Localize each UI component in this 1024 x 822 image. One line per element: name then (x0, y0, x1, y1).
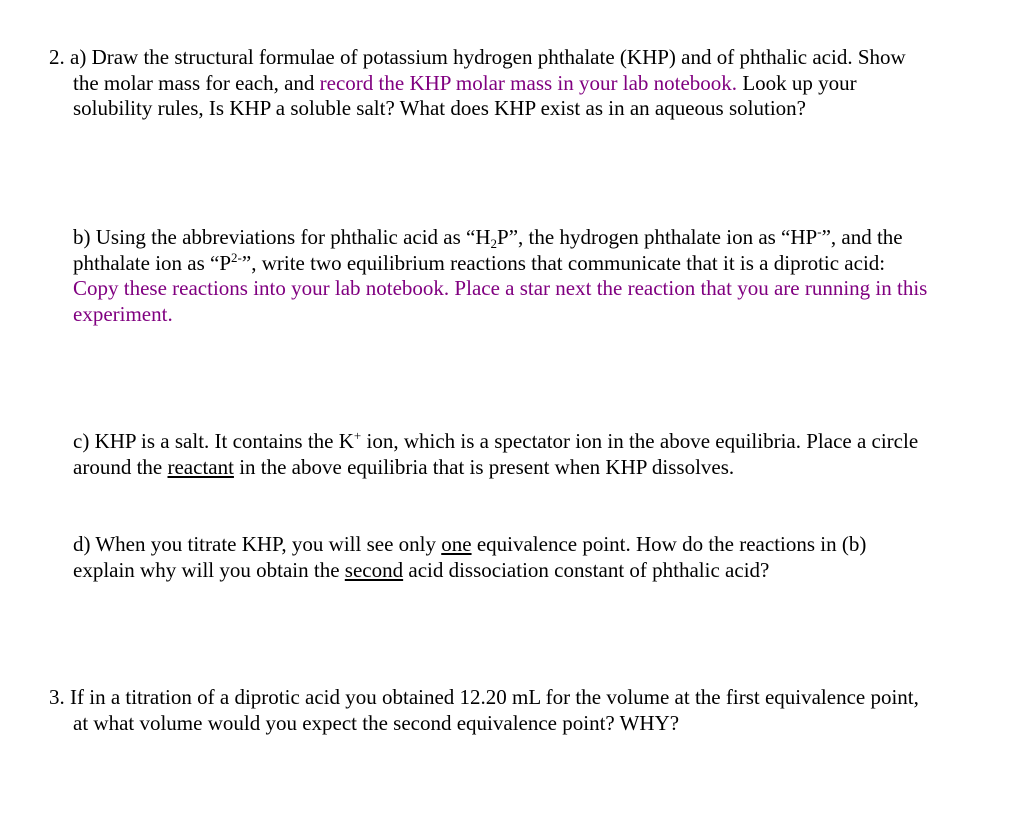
q2c-line-2-b: in the above equilibria that is present when KHP dissolves. (233, 454, 735, 479)
q2b-line-1-b: P”, the hydrogen phthalate ion as “HP (497, 225, 818, 249)
q2d-line-2-b: acid dissociation constant of phthalic acid? (403, 557, 770, 582)
question-2a (49, 45, 989, 122)
q2d-line-1 (73, 532, 1013, 558)
q2d-line-1-a: d) When you titrate KHP, you will see only (73, 532, 442, 556)
q2b-line-2-a: phthalate ion as “P (73, 250, 232, 275)
q3-line-2: at what volume would you expect the second equivalence point? WHY? (73, 710, 680, 735)
q2c-line-1-a: c) KHP is a salt. It contains the K (73, 429, 354, 453)
q2c-k-superscript: + (353, 428, 362, 443)
q2b-p-superscript: 2- (231, 249, 242, 265)
q2b-line-1 (73, 225, 1013, 251)
q2b-notebook-instruction: Copy these reactions into your lab notebook. Place a star next the reaction that you are running in this (73, 276, 928, 300)
q2b-h2-subscript: 2 (490, 236, 498, 251)
q2d-line-2 (73, 558, 1013, 584)
q2d-line-2-a: explain why will you obtain the (73, 557, 345, 582)
q2c-underlined-reactant: reactant (167, 454, 234, 479)
q2b-line-2 (73, 251, 1013, 277)
q2d-line-1-b: equivalence point. How do the reactions in (b) (471, 532, 867, 556)
q2b-hp-superscript: - (817, 224, 822, 239)
q3-line-1: 3. If in a titration of a diprotic acid you obtained 12.20 mL for the volume at the first equivalence point, (49, 685, 919, 709)
question-2c (73, 429, 1013, 480)
question-3 (49, 685, 989, 736)
q2c-line-1-b: ion, which is a spectator ion in the above equilibria. Place a circle (361, 429, 919, 453)
q2a-line-2-end: Look up your (737, 70, 857, 95)
q2a-notebook-instruction: record the KHP molar mass in your lab notebook. (319, 70, 738, 95)
q2a-line-3: solubility rules, Is KHP a soluble salt? What does KHP exist as in an aqueous solution? (73, 96, 806, 120)
question-2d (73, 532, 1013, 583)
q2c-line-1 (73, 429, 1013, 455)
q2a-line-1: 2. a) Draw the structural formulae of potassium hydrogen phthalate (KHP) and of phthalic acid. Show (49, 45, 906, 69)
q2d-underlined-one: one (441, 532, 472, 556)
q2b-line-2-b: ”, write two equilibrium reactions that communicate that it is a diprotic acid: (241, 250, 886, 275)
q2c-line-2 (73, 455, 1013, 481)
question-2b (73, 225, 1013, 327)
q2b-line-1-a: b) Using the abbreviations for phthalic acid as “H (73, 225, 491, 249)
q2b-line-1-c: ”, and the (821, 225, 903, 249)
q2b-notebook-instruction-end: experiment. (73, 301, 173, 326)
q2a-line-2-start: the molar mass for each, and (73, 70, 320, 95)
q2a-line-2 (49, 71, 989, 97)
q2c-line-2-a: around the (73, 454, 168, 479)
q2d-underlined-second: second (344, 557, 404, 582)
